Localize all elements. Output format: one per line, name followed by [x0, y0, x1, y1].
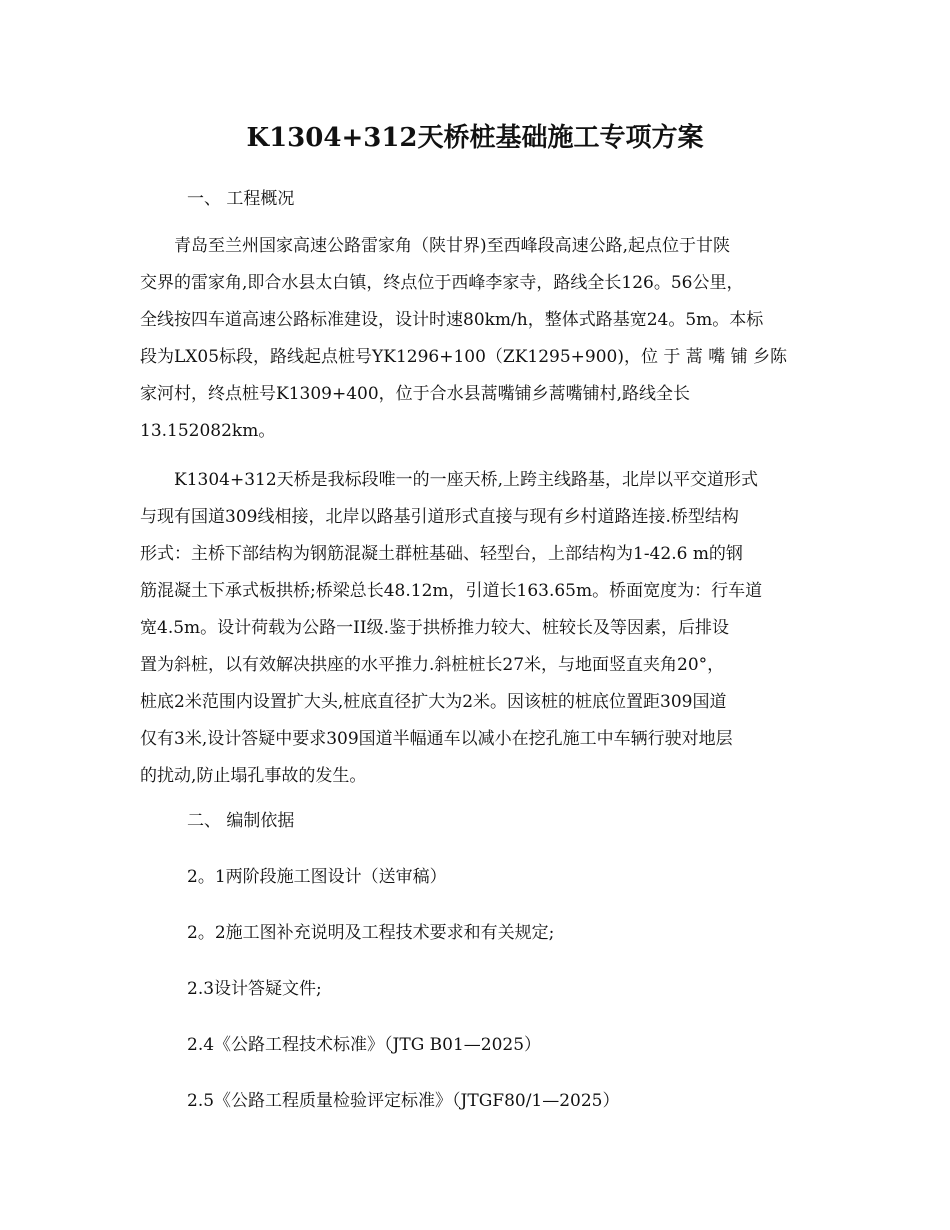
paragraph-line: 置为斜桩，以有效解决拱座的水平推力.斜桩桩长27米，与地面竖直夹角20°，: [140, 655, 725, 675]
basis-item: 2.5《公路工程质量检验评定标准》（JTGF80/1—2025）: [187, 1091, 620, 1111]
paragraph-bridge-description: [140, 462, 805, 795]
basis-item: 2。1两阶段施工图设计（送审稿）: [187, 867, 447, 887]
paragraph-line: 家河村，终点桩号K1309+400，位于合水县蒿嘴铺乡蒿嘴铺村,路线全长: [140, 384, 691, 404]
paragraph-line: 青岛至兰州国家高速公路雷家角（陕甘界)至西峰段高速公路,起点位于甘陕: [140, 236, 731, 256]
paragraph-line: 与现有国道309线相接，北岸以路基引道形式直接与现有乡村道路连接.桥型结构: [140, 507, 739, 527]
section-heading-overview: 一、 工程概况: [187, 189, 295, 209]
basis-item: 2。2施工图补充说明及工程技术要求和有关规定;: [187, 923, 555, 943]
paragraph-line: 宽4.5m。设计荷载为公路一II级.鉴于拱桥推力较大、桩较长及等因素，后排设: [140, 618, 729, 638]
basis-item: 2.4《公路工程技术标准》（JTG B01—2025）: [187, 1035, 542, 1055]
paragraph-line: 桩底2米范围内设置扩大头,桩底直径扩大为2米。因该桩的桩底位置距309国道: [140, 692, 727, 712]
paragraph-line: 交界的雷家角,即合水县太白镇，终点位于西峰李家寺，路线全长126。56公里，: [140, 273, 744, 293]
document-title: K1304+312天桥桩基础施工专项方案: [246, 123, 704, 153]
paragraph-line: 全线按四车道高速公路标准建设，设计时速80km/h，整体式路基宽24。5m。本标: [140, 310, 764, 330]
paragraph-line: 仅有3米,设计答疑中要求309国道半幅通车以减小在挖孔施工中车辆行驶对地层: [140, 729, 733, 749]
paragraph-line: K1304+312天桥是我标段唯一的一座天桥,上跨主线路基，北岸以平交道形式: [140, 470, 759, 490]
paragraph-project-overview: [140, 228, 805, 450]
paragraph-line: 的扰动,防止塌孔事故的发生。: [140, 766, 367, 786]
paragraph-line: 筋混凝土下承式板拱桥;桥梁总长48.12m，引道长163.65m。桥面宽度为：行车道: [140, 581, 763, 601]
basis-item: 2.3设计答疑文件;: [187, 979, 322, 999]
section-heading-basis: 二、 编制依据: [187, 811, 295, 831]
paragraph-line: 13.152082km。: [140, 421, 276, 441]
paragraph-line: 段为LX05标段，路线起点桩号YK1296+100（ZK1295+900)，位 于 蒿 嘴 铺 乡陈: [140, 347, 788, 367]
paragraph-line: 形式：主桥下部结构为钢筋混凝土群桩基础、轻型台，上部结构为1-42.6 m的钢: [140, 544, 743, 564]
